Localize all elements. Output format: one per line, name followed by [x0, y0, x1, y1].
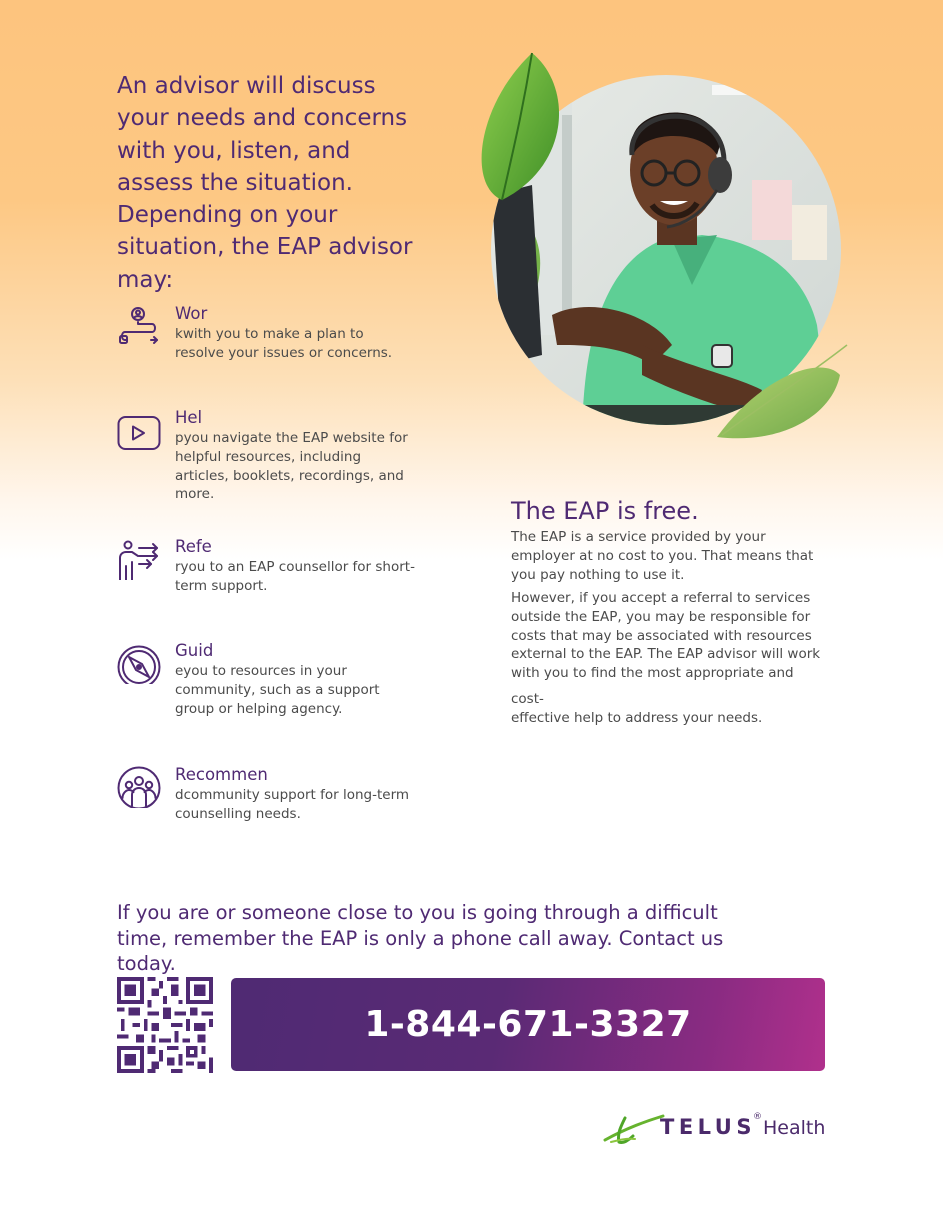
item-title: Hel — [175, 408, 203, 427]
compass-icon — [117, 640, 161, 684]
logo-sub-text: Health — [763, 1117, 826, 1139]
item-title: Refe — [175, 537, 212, 556]
qr-code[interactable] — [117, 977, 213, 1073]
free-paragraph-3b: effective help to address your needs. — [511, 710, 763, 726]
telus-leaf-mark-icon — [603, 1112, 665, 1146]
group-people-icon — [117, 764, 161, 808]
path-plan-icon — [117, 303, 161, 347]
item-title: Wor — [175, 304, 208, 323]
free-paragraph-2: However, if you accept a referral to services outside the EAP, you may be responsible for costs that may be associated with resources external to the EAP. The EAP advisor will work with you to find the most appropriate and — [511, 590, 821, 682]
free-heading: The EAP is free. — [511, 497, 699, 525]
advisor-photo — [462, 45, 852, 445]
free-paragraph-3a: cost- — [511, 691, 544, 707]
item-description: dcommunity support for long-term counselling needs. — [175, 787, 410, 822]
phone-number: 1-844-671-3327 — [364, 1004, 692, 1045]
item-description: ryou to an EAP counsellor for short-term support. — [175, 559, 415, 594]
telus-health-logo — [603, 1112, 828, 1148]
play-button-icon — [117, 407, 161, 451]
phone-number-button[interactable] — [231, 978, 825, 1071]
item-description: kwith you to make a plan to resolve your issues or concerns. — [175, 326, 393, 361]
logo-registered-mark: ® — [753, 1112, 762, 1122]
item-description: pyou navigate the EAP website for helpful resources, including articles, booklets, recordings, and more. — [175, 430, 408, 503]
item-title: Recommen — [175, 765, 268, 784]
intro-text: An advisor will discuss your needs and concerns with you, listen, and assess the situation. Depending on your situation, the EAP advisor may: — [117, 73, 413, 293]
contact-text: If you are or someone close to you is going through a difficult time, remember the EAP is only a phone call away. Contact us today. — [117, 901, 724, 975]
free-paragraph-1: The EAP is a service provided by your employer at no cost to you. That means that you pay nothing to use it. — [511, 529, 814, 583]
item-description: eyou to resources in your community, such as a support group or helping agency. — [175, 663, 380, 717]
item-title: Guid — [175, 641, 214, 660]
logo-brand-text: TELUS — [660, 1115, 756, 1139]
referral-arrows-icon — [117, 536, 161, 580]
